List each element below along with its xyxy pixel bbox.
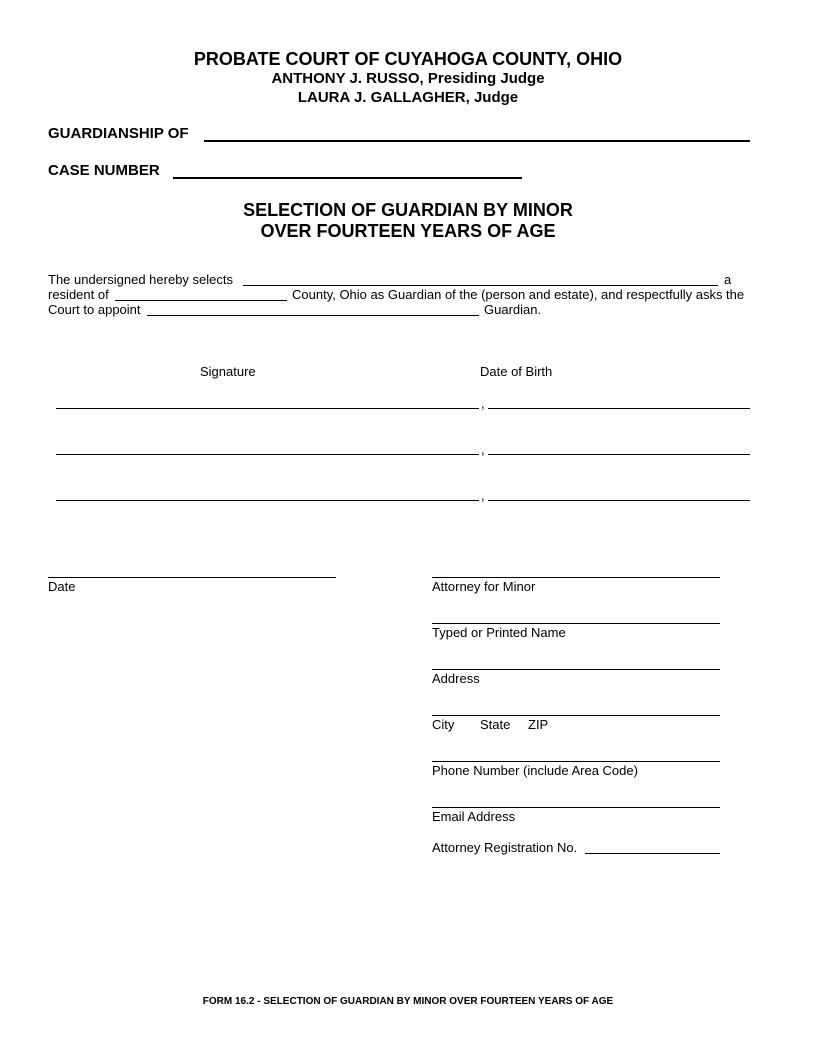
body-line2-end: County, Ohio as Guardian of the (person and estate), and respectfully asks the <box>292 287 745 302</box>
presiding-judge: ANTHONY J. RUSSO, Presiding Judge <box>271 70 545 87</box>
appoint-field[interactable] <box>147 315 479 316</box>
dob-line-3[interactable] <box>488 500 750 501</box>
guardianship-of-label: GUARDIANSHIP OF <box>48 125 189 142</box>
form-title-line2: OVER FOURTEEN YEARS OF AGE <box>260 221 556 241</box>
signature-header: Signature <box>200 364 256 379</box>
form-footer: FORM 16.2 - SELECTION OF GUARDIAN BY MINOR OVER FOURTEEN YEARS OF AGE <box>202 996 614 1007</box>
body-line1-start: The undersigned hereby selects <box>48 272 234 287</box>
body-line1-end: a <box>724 272 732 287</box>
case-number-label: CASE NUMBER <box>48 162 160 179</box>
separator-1: , <box>481 396 485 411</box>
selected-guardian-field[interactable] <box>243 285 718 286</box>
attorney-for-minor-label: Attorney for Minor <box>432 579 536 594</box>
email-field[interactable] <box>432 807 720 808</box>
email-label: Email Address <box>432 809 516 824</box>
dob-header: Date of Birth <box>480 364 553 379</box>
phone-field[interactable] <box>432 761 720 762</box>
court-name: PROBATE COURT OF CUYAHOGA COUNTY, OHIO <box>193 49 623 69</box>
body-line3-end: Guardian. <box>484 302 542 317</box>
phone-label: Phone Number (include Area Code) <box>432 763 638 778</box>
date-label: Date <box>48 579 76 594</box>
case-number-field[interactable] <box>173 177 522 179</box>
address-field[interactable] <box>432 669 720 670</box>
guardianship-of-field[interactable] <box>204 140 750 142</box>
registration-field[interactable] <box>585 853 720 854</box>
city-label: City <box>432 717 455 732</box>
body-line2-start: resident of <box>48 287 109 302</box>
separator-2: , <box>481 442 485 457</box>
signature-line-3[interactable] <box>56 500 479 501</box>
separator-3: , <box>481 488 485 503</box>
county-field[interactable] <box>115 300 287 301</box>
attorney-signature-field[interactable] <box>432 577 720 578</box>
city-state-zip-field[interactable] <box>432 715 720 716</box>
signature-line-1[interactable] <box>56 408 479 409</box>
judge: LAURA J. GALLAGHER, Judge <box>297 89 519 106</box>
registration-label: Attorney Registration No. <box>432 840 578 855</box>
zip-label: ZIP <box>528 717 549 732</box>
body-line3-start: Court to appoint <box>48 302 141 317</box>
state-label: State <box>480 717 511 732</box>
typed-name-field[interactable] <box>432 623 720 624</box>
date-field[interactable] <box>48 577 336 578</box>
form-title-line1: SELECTION OF GUARDIAN BY MINOR <box>243 200 573 220</box>
dob-line-2[interactable] <box>488 454 750 455</box>
signature-line-2[interactable] <box>56 454 479 455</box>
address-label: Address <box>432 671 480 686</box>
typed-name-label: Typed or Printed Name <box>432 625 566 640</box>
dob-line-1[interactable] <box>488 408 750 409</box>
